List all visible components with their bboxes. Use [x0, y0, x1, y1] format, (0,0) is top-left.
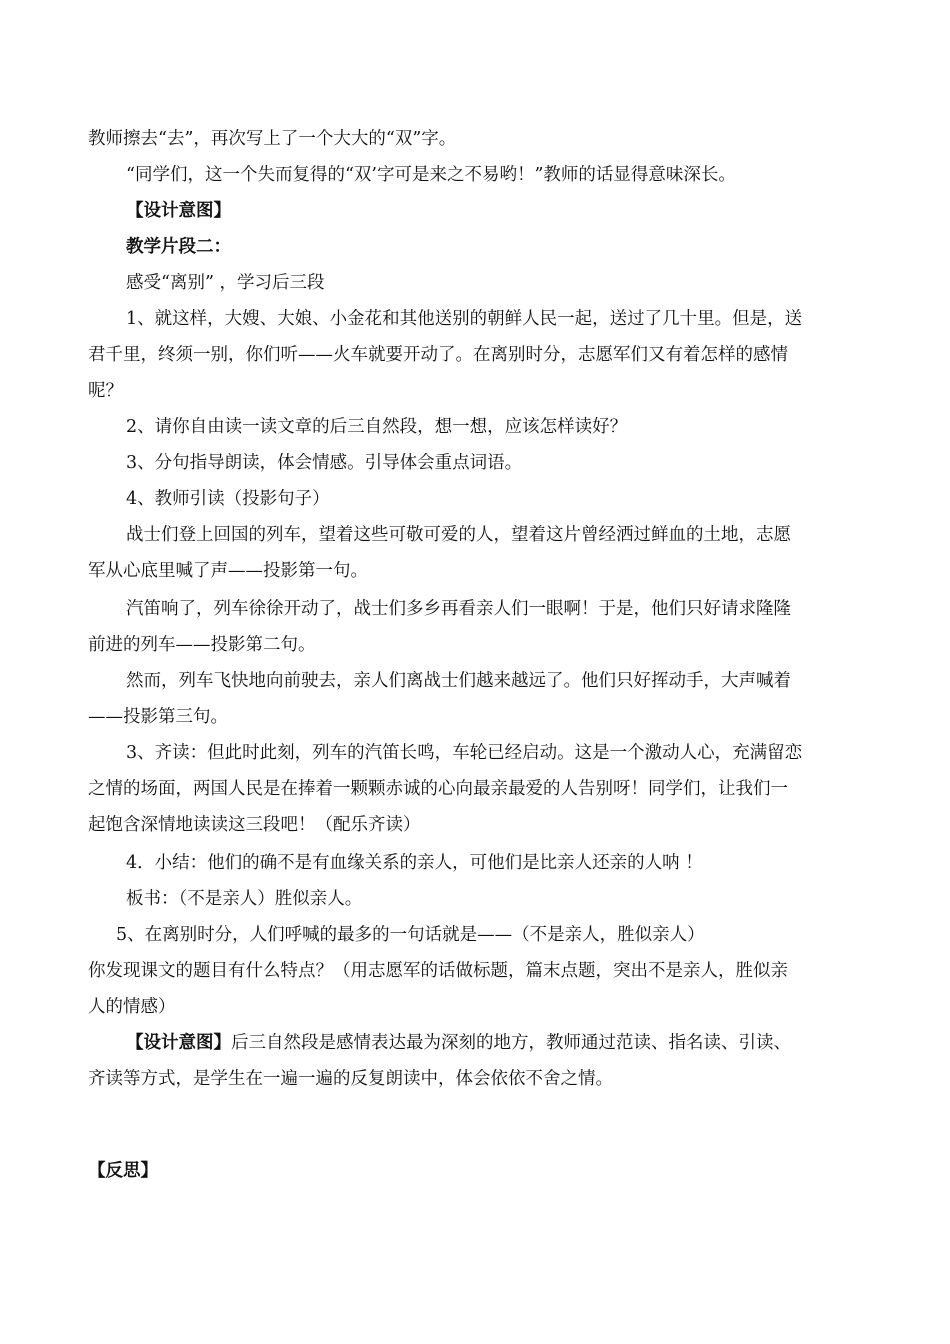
text-line: 5、在离别时分，人们呼喊的最多的一句话就是——（不是亲人，胜似亲人）	[116, 925, 705, 945]
text-line: 人的情感）	[88, 997, 176, 1017]
text-line: 呢？	[88, 381, 123, 401]
text-line: 1、就这样，大嫂、大娘、小金花和其他送别的朝鲜人民一起，送过了几十里。但是，送	[126, 309, 803, 329]
text-line: 教师擦去“去”，再次写上了一个大大的“双”字。	[88, 129, 457, 149]
text-line: 军从心底里喊了声——投影第一句。	[88, 561, 368, 581]
text-line: 感受“离别” ，学习后三段	[126, 273, 325, 293]
text-line: 3、分句指导朗读，体会情感。引导体会重点词语。	[126, 453, 523, 473]
text-line: 2、请你自由读一读文章的后三自然段，想一想，应该怎样读好？	[126, 417, 628, 437]
text-line: 齐读等方式，是学生在一遍一遍的反复朗读中，体会依依不舍之情。	[88, 1069, 613, 1089]
text-line: 4．小结：他们的确不是有血缘关系的亲人，可他们是比亲人还亲的人呐 ！	[126, 853, 703, 873]
text-line: 板书：（不是亲人）胜似亲人。	[126, 889, 363, 909]
text-line: 之情的场面，两国人民是在捧着一颗颗赤诚的心向最亲最爱的人告别呀！同学们，让我们一	[88, 779, 788, 799]
section-heading: 【反思】	[88, 1161, 158, 1181]
text-line: 然而，列车飞快地向前驶去，亲人们离战士们越来越远了。他们只好挥动手，大声喊着	[126, 671, 791, 691]
text-line: 你发现课文的题目有什么特点？（用志愿军的话做标题，篇末点题，突出不是亲人，胜似亲	[88, 961, 788, 981]
text-line: 起饱含深情地读读这三段吧！（配乐齐读）	[88, 815, 421, 835]
section-heading: 【设计意图】	[126, 201, 231, 221]
text-line: 3、齐读：但此时此刻，列车的汽笛长鸣，车轮已经启动。这是一个激动人心，充满留恋	[126, 743, 803, 763]
text-line: “同学们，这一个失而复得的“双’字可是来之不易哟！”教师的话显得意味深长。	[126, 165, 736, 185]
section-heading: 教学片段二：	[126, 237, 231, 257]
text-line: 4、教师引读（投影句子）	[126, 489, 330, 509]
design-intent-line	[126, 1032, 791, 1054]
design-intent-label: 【设计意图】	[126, 1033, 231, 1053]
text-line: 汽笛响了，列车徐徐开动了，战士们多乡再看亲人们一眼啊！于是，他们只好请求隆隆	[126, 599, 791, 619]
text-line: 战士们登上回国的列车，望着这些可敬可爱的人，望着这片曾经洒过鲜血的土地，志愿	[126, 525, 791, 545]
text-line: 前进的列车——投影第二句。	[88, 635, 316, 655]
text-line: ——投影第三句。	[88, 707, 228, 727]
design-intent-text: 后三自然段是感情表达最为深刻的地方，教师通过范读、指名读、引读、	[231, 1033, 791, 1053]
text-line: 君千里，终须一别，你们听——火车就要开动了。在离别时分，志愿军们又有着怎样的感情	[88, 345, 788, 365]
